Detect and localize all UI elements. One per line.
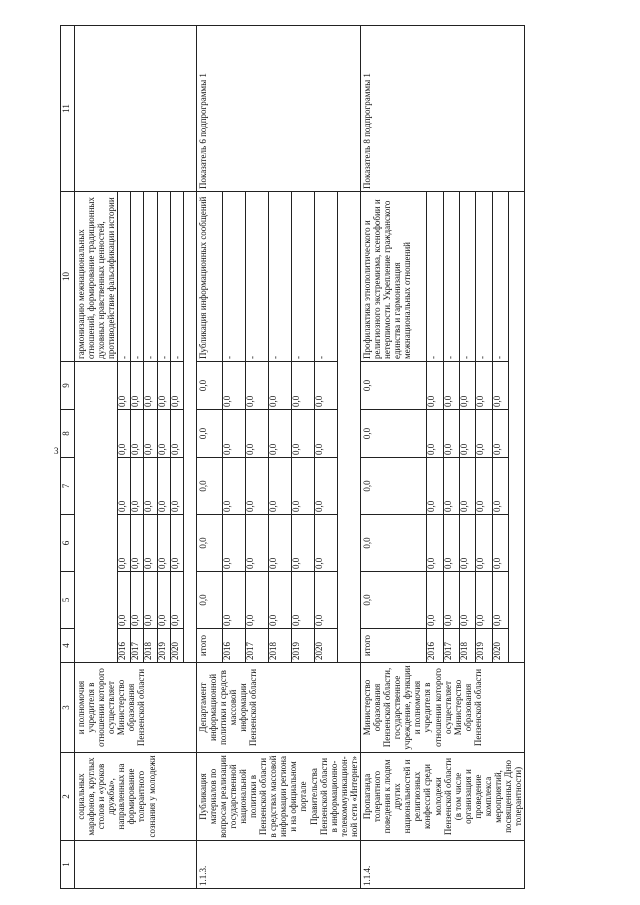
table-row [196, 26, 222, 889]
funding-value: 0,0 [246, 515, 269, 572]
indicator-reference: Показатель 8 подпрограммы 1 [360, 26, 524, 192]
result-value: - [476, 192, 492, 362]
table-row [360, 26, 427, 889]
year-cell: 2020 [315, 629, 338, 663]
funding-value: 0,0 [223, 410, 246, 458]
result-value: - [131, 192, 144, 362]
funding-value: 0,0 [170, 572, 183, 629]
funding-value: 0,0 [196, 458, 222, 515]
year-cell: 2018 [144, 629, 157, 663]
funding-value: 0,0 [360, 362, 427, 410]
funding-value: 0,0 [157, 362, 170, 410]
funding-value: 0,0 [315, 572, 338, 629]
header-cell: 8 [61, 410, 75, 458]
funding-value: 0,0 [170, 515, 183, 572]
page-number: 3 [54, 446, 59, 456]
funding-value: 0,0 [269, 515, 292, 572]
funding-value: 0,0 [360, 458, 427, 515]
result-value: - [118, 192, 131, 362]
funding-value: 0,0 [292, 410, 315, 458]
year-cell: 2016 [118, 629, 131, 663]
funding-value: 0,0 [315, 515, 338, 572]
header-cell: 7 [61, 458, 75, 515]
funding-value: 0,0 [360, 410, 427, 458]
funding-value: 0,0 [144, 362, 157, 410]
funding-value: 0,0 [118, 410, 131, 458]
funding-value: 0,0 [144, 572, 157, 629]
responsible-executor: и полномочия учредителя в отношении которого осуществляет Министерство образования Пензенской области [75, 663, 197, 753]
funding-value: 0,0 [144, 515, 157, 572]
funding-value: 0,0 [196, 572, 222, 629]
funding-value: 0,0 [427, 515, 443, 572]
funding-value: 0,0 [315, 362, 338, 410]
funding-value: 0,0 [492, 458, 508, 515]
funding-value: 0,0 [269, 410, 292, 458]
funding-value: 0,0 [460, 515, 476, 572]
funding-value: 0,0 [476, 572, 492, 629]
result-value: - [144, 192, 157, 362]
funding-value: 0,0 [131, 410, 144, 458]
funding-value: 0,0 [427, 410, 443, 458]
funding-value: 0,0 [170, 362, 183, 410]
funding-value: 0,0 [246, 458, 269, 515]
funding-value: 0,0 [492, 572, 508, 629]
funding-value: 0,0 [131, 515, 144, 572]
funding-value: 0,0 [170, 458, 183, 515]
header-cell: 2 [61, 753, 75, 841]
indicator-text: Профилактика этнополитического и религиозного экстремизма, ксенофобии и нетерпимости. Укрепление гражданского единства и гармонизация межнациональных отношений [360, 192, 427, 362]
result-value: - [460, 192, 476, 362]
year-cell: 2016 [223, 629, 246, 663]
funding-value: 0,0 [196, 410, 222, 458]
header-cell: 3 [61, 663, 75, 753]
funding-value: 0,0 [315, 410, 338, 458]
total-label: итого [196, 629, 222, 663]
funding-value: 0,0 [360, 515, 427, 572]
header-cell: 10 [61, 192, 75, 362]
indicator-reference [75, 26, 197, 192]
result-value: - [246, 192, 269, 362]
indicator-text: Публикация информационных сообщений [196, 192, 222, 362]
funding-value: 0,0 [157, 410, 170, 458]
empty-cell [508, 192, 524, 663]
indicator-reference: Показатель 6 подпрограммы 1 [196, 26, 360, 192]
funding-value: 0,0 [118, 458, 131, 515]
funding-value: 0,0 [492, 362, 508, 410]
result-value: - [315, 192, 338, 362]
year-cell: 2019 [157, 629, 170, 663]
funding-value: 0,0 [144, 410, 157, 458]
funding-value: 0,0 [427, 362, 443, 410]
activity-name: социальных марафонов, круглых столов и «уроков дружбы», направленных на формирование толерантного сознания у молодежи [75, 753, 197, 841]
funding-value: 0,0 [492, 515, 508, 572]
program-activities-table [60, 25, 525, 889]
activity-name: Пропаганда толерантного поведения к людям других национальностей и религиозных конфессий среди молодежи Пензенской области (в том числе организация и проведение комплекса мероприятий, посвященных Дню толерантности) [360, 753, 524, 841]
table-body [75, 26, 525, 889]
funding-value: 0,0 [131, 362, 144, 410]
funding-value: 0,0 [118, 515, 131, 572]
empty-cell [338, 192, 361, 663]
funding-value: 0,0 [476, 362, 492, 410]
header-cell: 6 [61, 515, 75, 572]
funding-value: 0,0 [443, 458, 459, 515]
responsible-executor: Министерство образования Пензенской области, государственное учреждение, функции и полномочия учредителя в отношении которого осуществляет Министерство образования Пензенской области [360, 663, 524, 753]
table-row [75, 26, 118, 889]
funding-value: 0,0 [223, 572, 246, 629]
funding-value: 0,0 [460, 410, 476, 458]
funding-value: 0,0 [443, 410, 459, 458]
funding-value: 0,0 [269, 572, 292, 629]
funding-value: 0,0 [360, 572, 427, 629]
funding-value: 0,0 [269, 362, 292, 410]
year-cell: 2018 [269, 629, 292, 663]
funding-value: 0,0 [269, 458, 292, 515]
funding-value: 0,0 [157, 515, 170, 572]
funding-value: 0,0 [131, 572, 144, 629]
header-cell: 5 [61, 572, 75, 629]
funding-value: 0,0 [157, 572, 170, 629]
funding-value: 0,0 [246, 410, 269, 458]
funding-value: 0,0 [118, 362, 131, 410]
result-value: - [443, 192, 459, 362]
funding-value: 0,0 [223, 458, 246, 515]
total-label: итого [360, 629, 427, 663]
funding-value: 0,0 [246, 572, 269, 629]
activity-number: 1.1.3. [196, 841, 360, 889]
header-cell: 11 [61, 26, 75, 192]
funding-value: 0,0 [427, 572, 443, 629]
funding-value: 0,0 [144, 458, 157, 515]
year-cell: 2019 [476, 629, 492, 663]
funding-value: 0,0 [118, 572, 131, 629]
result-value: - [427, 192, 443, 362]
funding-value: 0,0 [131, 458, 144, 515]
year-cell: 2017 [246, 629, 269, 663]
funding-value: 0,0 [223, 515, 246, 572]
header-cell: 1 [61, 841, 75, 889]
result-value: - [492, 192, 508, 362]
funding-value: 0,0 [443, 362, 459, 410]
responsible-executor: Департамент информационной политики и средств массовой информации Пензенской области [196, 663, 360, 753]
funding-value: 0,0 [460, 362, 476, 410]
result-value: - [170, 192, 183, 362]
funding-value: 0,0 [492, 410, 508, 458]
funding-value: 0,0 [443, 515, 459, 572]
year-cell: 2017 [443, 629, 459, 663]
year-cell: 2017 [131, 629, 144, 663]
funding-value: 0,0 [427, 458, 443, 515]
funding-value: 0,0 [196, 515, 222, 572]
year-cell: 2016 [427, 629, 443, 663]
empty-cell [183, 192, 196, 663]
result-value: - [157, 192, 170, 362]
result-value: - [223, 192, 246, 362]
funding-value: 0,0 [476, 515, 492, 572]
empty-cell [75, 362, 118, 663]
indicator-text: гармонизацию межнациональных отношений, формирование традиционных духовных нравственных ценностей, противодействие фальсификации истории [75, 192, 118, 362]
year-cell: 2020 [170, 629, 183, 663]
funding-value: 0,0 [170, 410, 183, 458]
activity-number: 1.1.4. [360, 841, 524, 889]
funding-value: 0,0 [223, 362, 246, 410]
funding-value: 0,0 [246, 362, 269, 410]
year-cell: 2018 [460, 629, 476, 663]
header-row [61, 26, 75, 889]
funding-value: 0,0 [460, 458, 476, 515]
funding-value: 0,0 [196, 362, 222, 410]
year-cell: 2019 [292, 629, 315, 663]
funding-value: 0,0 [292, 458, 315, 515]
funding-value: 0,0 [292, 515, 315, 572]
header-cell: 4 [61, 629, 75, 663]
funding-value: 0,0 [292, 362, 315, 410]
result-value: - [269, 192, 292, 362]
result-value: - [292, 192, 315, 362]
funding-value: 0,0 [476, 410, 492, 458]
funding-value: 0,0 [315, 458, 338, 515]
funding-value: 0,0 [157, 458, 170, 515]
activity-name: Публикация материалов по вопросам реализации государственной национальной политики в Пензенской области в средствах массовой информации региона и на официальном портале Правительства Пензенской области в информационно-телекоммуникацион-ной сети «Интернет» [196, 753, 360, 841]
header-cell: 9 [61, 362, 75, 410]
year-cell: 2020 [492, 629, 508, 663]
funding-value: 0,0 [460, 572, 476, 629]
funding-value: 0,0 [443, 572, 459, 629]
funding-value: 0,0 [292, 572, 315, 629]
funding-value: 0,0 [476, 458, 492, 515]
activity-number [75, 841, 197, 889]
